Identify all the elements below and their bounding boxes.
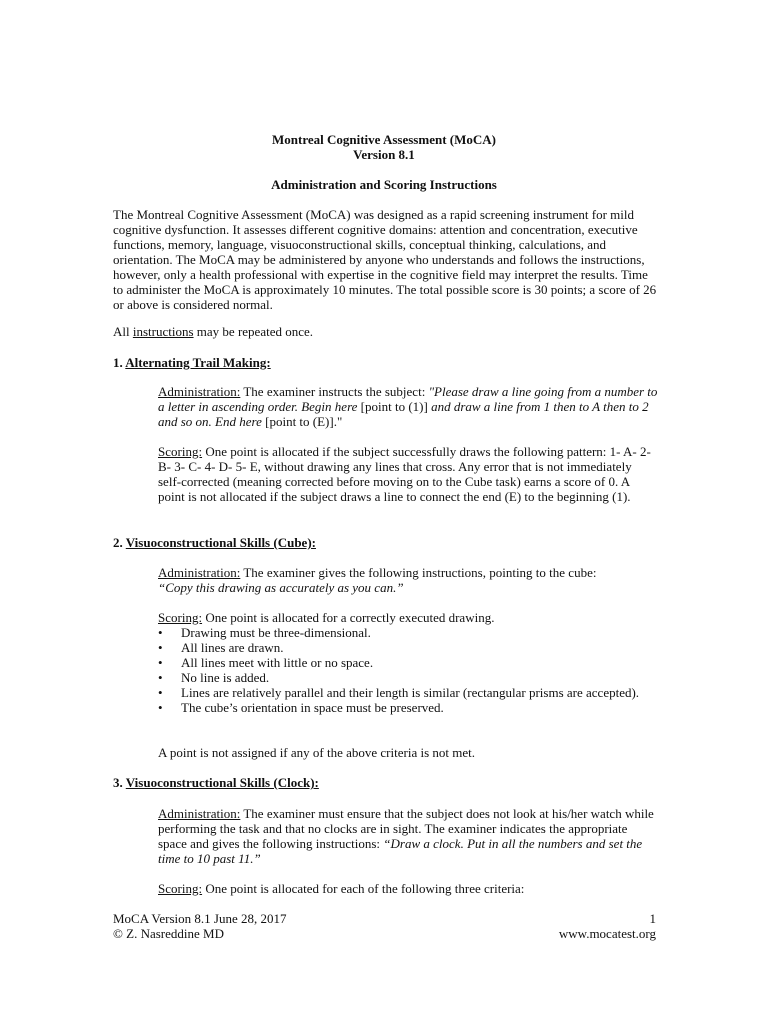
criterion-text: Lines are relatively parallel and their length is similar (rectangular prisms are accepted). [181, 685, 640, 700]
section-1-heading [113, 355, 271, 370]
admin-quote: "Please draw a line going from a number to a letter in ascending order. Begin here [158, 384, 658, 414]
scoring-label: Scoring: [158, 610, 203, 625]
section-3-title: Visuoconstructional Skills (Clock): [125, 775, 319, 790]
bullet-icon: • [158, 700, 163, 715]
document-title: Montreal Cognitive Assessment (MoCA) [272, 132, 496, 147]
section-1-number: 1. [113, 355, 126, 370]
list-item [158, 655, 658, 670]
administration-label: Administration: [158, 806, 241, 821]
bullet-icon: • [158, 685, 163, 700]
list-item [158, 625, 658, 640]
section-2-title: Visuoconstructional Skills (Cube): [125, 535, 316, 550]
section-2-note: A point is not assigned if any of the above criteria is not met. [158, 745, 475, 760]
administration-label: Administration: [158, 565, 241, 580]
bullet-icon: • [158, 655, 163, 670]
admin-quote: “Draw a clock. Put in all the numbers and set the time to 10 past 11.” [158, 836, 643, 866]
bullet-icon: • [158, 640, 163, 655]
website-link[interactable]: www.mocatest.org [558, 926, 656, 941]
list-item [158, 670, 658, 685]
criterion-text: No line is added. [181, 670, 270, 685]
list-item [158, 685, 658, 700]
document-version: Version 8.1 [353, 147, 415, 162]
repeat-note-pre: All [113, 324, 133, 339]
footer-version: MoCA Version 8.1 June 28, 2017 [113, 911, 287, 926]
admin-pointer: [point to (E)]." [261, 414, 343, 429]
repeat-note [113, 324, 658, 339]
page-number: 1 [649, 911, 656, 926]
section-1-administration [158, 384, 658, 429]
criterion-text: Drawing must be three-dimensional. [181, 625, 371, 640]
scoring-label: Scoring: [158, 444, 203, 459]
scoring-text: One point is allocated if the subject successfully draws the following pattern: 1- A- 2- B- 3- C- 4- D- 5- E, without drawing any lines that cross. Any error that is not immediately self-corrected (meaning corrected before moving on to the Cube task) earns a score of 0. A point is not allocated if the subject draws a line to connect the end (E) to the beginning (1). [158, 444, 651, 504]
document-subtitle: Administration and Scoring Instructions [271, 177, 497, 192]
intro-paragraph: The Montreal Cognitive Assessment (MoCA) was designed as a rapid screening instrument for mild cognitive dysfunction. It assesses different cognitive domains: attention and concentration, executive functions, memory, language, visuoconstructional skills, conceptual thinking, calculations, and orientation. The MoCA may be administered by anyone who understands and follows the instructions, however, only a health professional with expertise in the cognitive field may interpret the results. Time to administer the MoCA is approximately 10 minutes. The total possible score is 30 points; a score of 26 or above is considered normal. [113, 207, 657, 312]
admin-pointer: [point to (1)] [357, 399, 432, 414]
admin-quote: “Copy this drawing as accurately as you can.” [158, 580, 404, 595]
admin-text: The examiner gives the following instructions, pointing to the cube: [240, 565, 597, 580]
footer-copyright: © Z. Nasreddine MD [113, 926, 224, 941]
criterion-text: The cube’s orientation in space must be preserved. [181, 700, 444, 715]
administration-label: Administration: [158, 384, 241, 399]
section-3-scoring [158, 881, 658, 896]
section-1-scoring [158, 444, 658, 504]
list-item [158, 700, 658, 715]
admin-text: The examiner instructs the subject: [240, 384, 429, 399]
bullet-icon: • [158, 625, 163, 640]
cube-criteria-list [158, 625, 658, 715]
section-2-number: 2. [113, 535, 126, 550]
scoring-text: One point is allocated for a correctly executed drawing. [202, 610, 495, 625]
section-1-title: Alternating Trail Making: [125, 355, 271, 370]
criterion-text: All lines are drawn. [181, 640, 284, 655]
list-item [158, 640, 658, 655]
bullet-icon: • [158, 670, 163, 685]
scoring-text: One point is allocated for each of the following three criteria: [202, 881, 525, 896]
admin-quote: and draw a line from 1 then to A then to 2 and so on. End here [158, 399, 649, 429]
section-2-heading [113, 535, 316, 550]
criterion-text: All lines meet with little or no space. [181, 655, 374, 670]
admin-text: The examiner must ensure that the subject does not look at his/her watch while performing the task and that no clocks are in sight. The examiner indicates the appropriate space and gives the following instructions: [158, 806, 654, 851]
section-3-administration [158, 806, 658, 866]
instructions-link: instructions [132, 324, 194, 339]
section-2-scoring [158, 610, 658, 625]
scoring-label: Scoring: [158, 881, 203, 896]
section-2-administration [158, 565, 658, 595]
section-3-number: 3. [113, 775, 126, 790]
section-3-heading [113, 775, 319, 790]
repeat-note-post: may be repeated once. [193, 324, 314, 339]
